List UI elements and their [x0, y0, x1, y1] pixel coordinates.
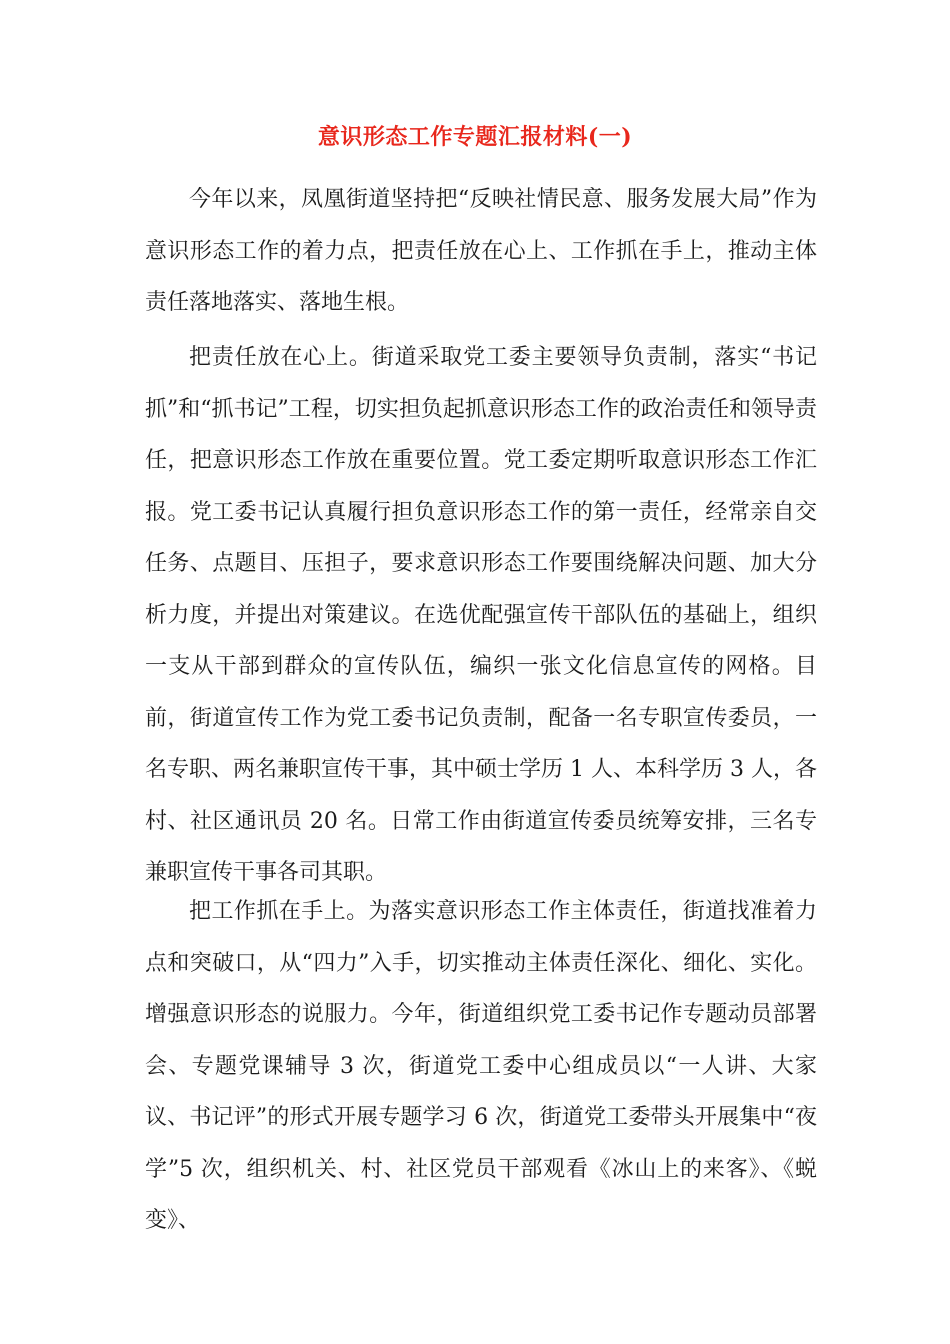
document-title: 意识形态工作专题汇报材料(一) — [317, 124, 633, 150]
paragraph-responsibility: 把责任放在心上。街道采取党工委主要领导负责制，落实“书记抓”和“抓书记”工程，切实担负起抓意识形态工作的政治责任和领导责任，把意识形态工作放在重要位置。党工委定期听取意识形态工作汇报。党工委书记认真履行担负意识形态工作的第一责任，经常亲自交任务、点题目、压担子，要求意识形态工作要围绕解决问题、加大分析力度，并提出对策建议。在选优配强宣传干部队伍的基础上，组织一支从干部到群众的宣传队伍，编织一张文化信息宣传的网格。目前，街道宣传工作为党工委书记负责制，配备一名专职宣传委员，一名专职、两名兼职宣传干事，其中硕士学历 1 人、本科学历 3 人，各村、社区通讯员 20 名。日常工作由街道宣传委员统筹安排，三名专兼职宣传干事各司其职。 — [145, 345, 817, 885]
paragraph-work: 把工作抓在手上。为落实意识形态工作主体责任，街道找准着力点和突破口，从“四力”入手，切实推动主体责任深化、细化、实化。增强意识形态的说服力。今年，街道组织党工委书记作专题动员部署会、专题党课辅导 3 次，街道党工委中心组成员以“一人讲、大家议、书记评”的形式开展专题学习 6 次，街道党工委带头开展集中“夜学”5 次，组织机关、村、社区党员干部观看《冰山上的来客》、《蜕变》、 — [145, 899, 817, 1233]
paragraph-intro: 今年以来，凤凰街道坚持把“反映社情民意、服务发展大局”作为意识形态工作的着力点，把责任放在心上、工作抓在手上，推动主体责任落地落实、落地生根。 — [145, 187, 817, 315]
